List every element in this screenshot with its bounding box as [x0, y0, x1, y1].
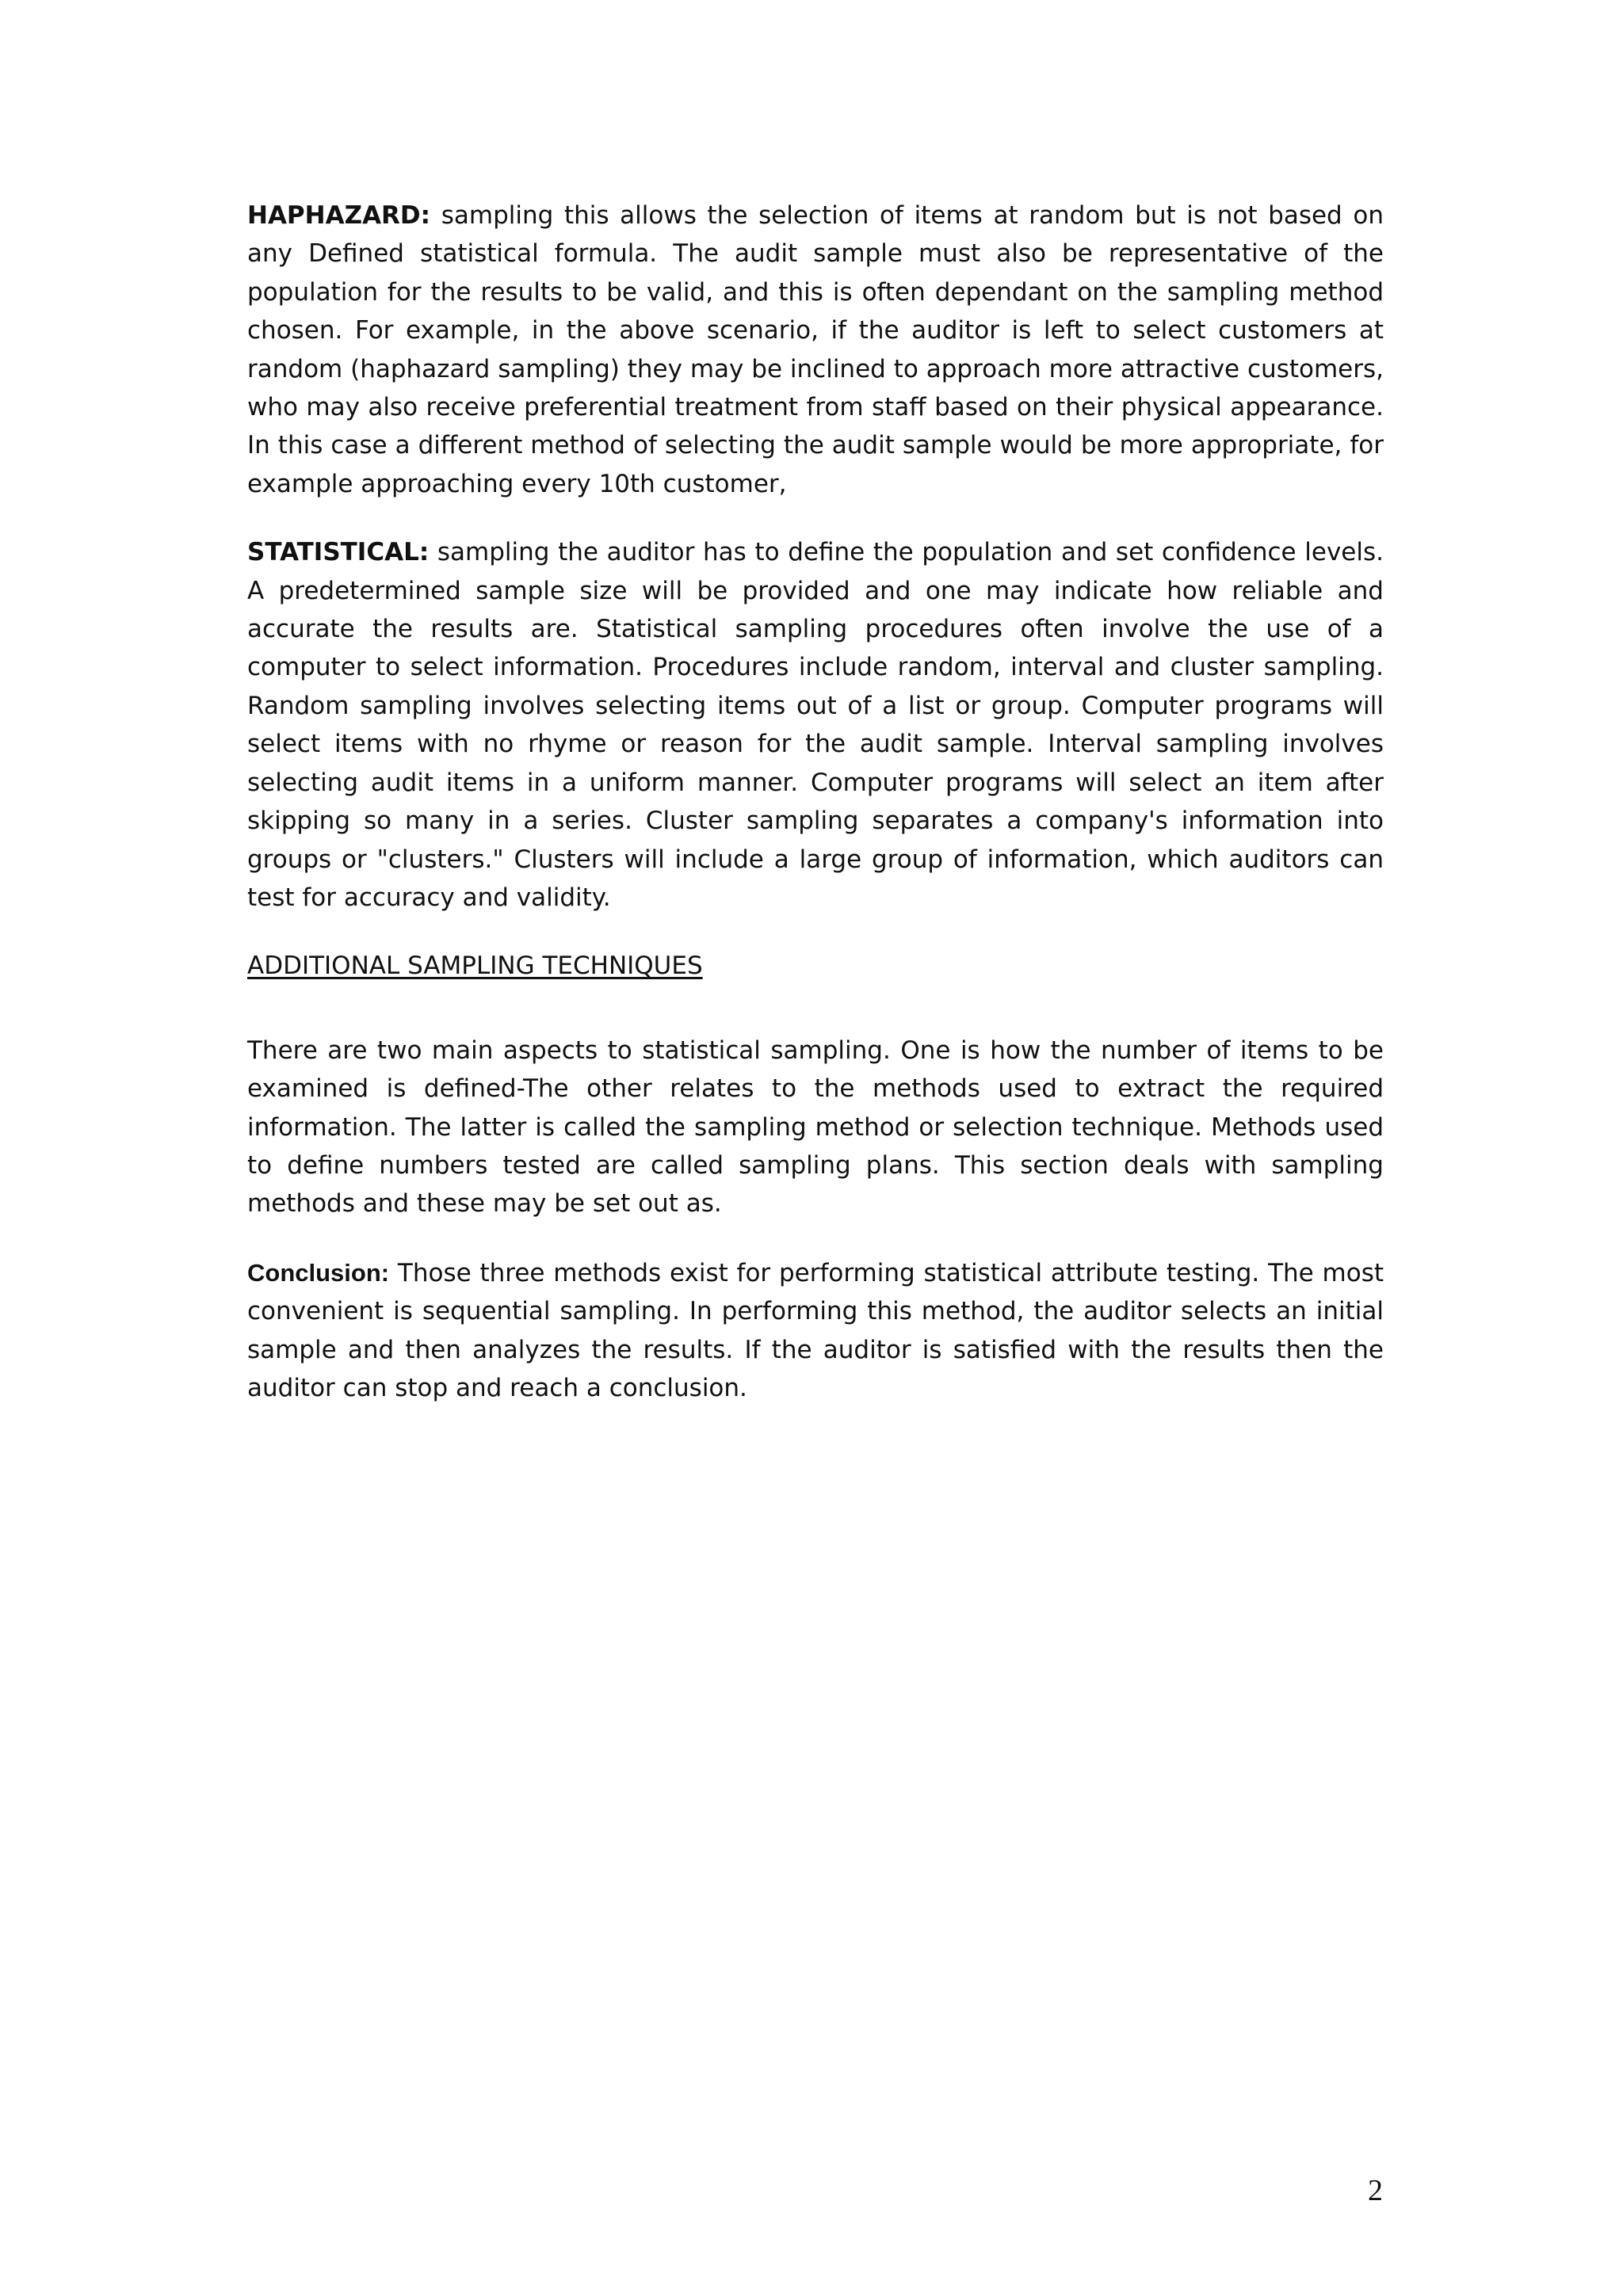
page-number: 2 — [1368, 2174, 1383, 2207]
statistical-lead: STATISTICAL: — [247, 538, 430, 567]
conclusion-body: Those three methods exist for performing statistical attribute testing. The most convenient is sequential sampling. In performing this method, the auditor selects an initial sample and then analyzes the results. If the auditor is satisfied with the results then the auditor can stop and reach a conclusion. — [247, 1258, 1384, 1402]
additional-sampling-heading: ADDITIONAL SAMPLING TECHNIQUES — [247, 952, 703, 981]
haphazard-lead: HAPHAZARD: — [247, 201, 431, 230]
haphazard-paragraph — [247, 196, 1384, 503]
statistical-paragraph — [247, 533, 1384, 917]
haphazard-body: sampling this allows the selection of items at random but is not based on any Defined statistical formula. The audit sample must also be representative of the population for the results to be valid, and this is often dependant on the sampling method chosen. For example, in the above scenario, if the auditor is left to select customers at random (haphazard sampling) they may be inclined to approach more attractive customers, who may also receive preferential treatment from staff based on their physical appearance. In this case a different method of selecting the audit sample would be more appropriate, for example approaching every 10th customer, — [247, 201, 1384, 498]
conclusion-paragraph — [247, 1254, 1384, 1408]
additional-sampling-paragraph: There are two main aspects to statistical sampling. One is how the number of items to be examined is defined-The other relates to the methods used to extract the required information. The latter is called the sampling method or selection technique. Methods used to define numbers tested are called sampling plans. This section deals with sampling methods and these may be set out as. — [247, 1035, 1384, 1219]
statistical-body: sampling the auditor has to define the population and set confidence levels. A predetermined sample size will be provided and one may indicate how reliable and accurate the results are. Statistical sampling procedures often involve the use of a computer to select information. Procedures include random, interval and cluster sampling. Random sampling involves selecting items out of a list or group. Computer programs will select items with no rhyme or reason for the audit sample. Interval sampling involves selecting audit items in a uniform manner. Computer programs will select an item after skipping so many in a series. Cluster sampling separates a company's information into groups or "clusters." Clusters will include a large group of information, which auditors can test for accuracy and validity. — [247, 538, 1384, 912]
document-page — [247, 196, 1384, 1407]
conclusion-lead: Conclusion: — [247, 1258, 390, 1287]
